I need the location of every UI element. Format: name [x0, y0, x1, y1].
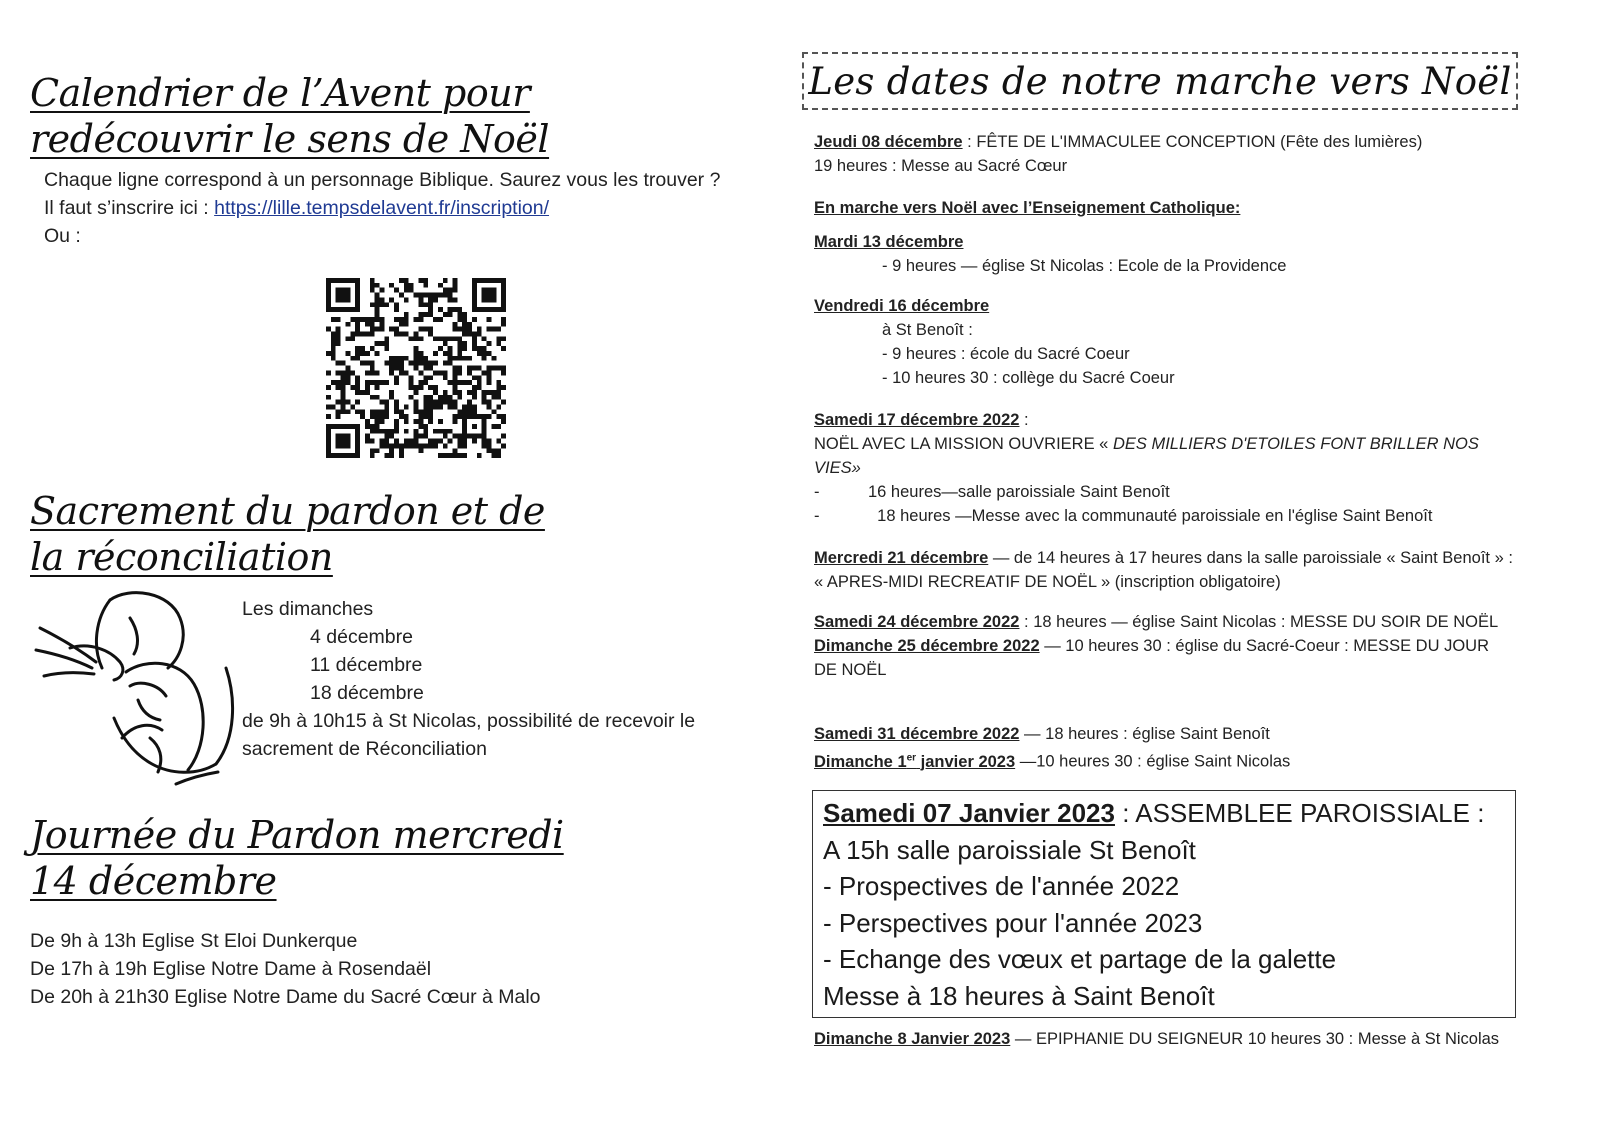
sacrement-text	[242, 595, 712, 763]
left-column	[30, 70, 750, 1008]
reconciliation-illustration	[30, 588, 240, 786]
pardon-line-2: De 17h à 19h Eglise Notre Dame à Rosendaël	[30, 958, 432, 980]
event-noel: Samedi 24 décembre 2022 : 18 heures — église Saint Nicolas : MESSE DU SOIR DE NOËL Dimanche 25 décembre 2022 — 10 heures 30 : église du Sacré-Coeur : MESSE DU JOUR DE NOËL	[814, 613, 1499, 679]
event-date: Mardi 13 décembre	[814, 233, 964, 251]
advent-title: Calendrier de l’Avent pour redécouvrir le sens de Noël	[30, 71, 550, 161]
sacrement-date-3: 18 décembre	[310, 682, 424, 704]
event-vendredi-16: Vendredi 16 décembre à St Benoît : - 9 heures : école du Sacré Coeur - 10 heures 30 : collège du Sacré Coeur	[814, 294, 1514, 390]
advent-line2: Il faut s’inscrire ici : https://lille.tempsdelavent.fr/inscription/	[44, 197, 550, 219]
advent-text	[44, 166, 750, 250]
event-samedi-17: Samedi 17 décembre 2022 : NOËL AVEC LA MISSION OUVRIERE « DES MILLIERS D'ETOILES FONT BRILLER NOS VIES» - 16 heures—salle paroissiale Saint Benoît - 18 heures —Messe avec la communauté paroissiale en l'église Saint Benoît	[814, 411, 1479, 525]
event-date: Jeudi 08 décembre	[814, 133, 963, 151]
schedule-banner	[802, 52, 1518, 110]
event-date: Dimanche 25 décembre 2022	[814, 637, 1040, 655]
advent-line3: Ou :	[44, 225, 81, 247]
inscription-link[interactable]: https://lille.tempsdelavent.fr/inscription/	[214, 197, 550, 219]
assemblee-line-5: Messe à 18 heures à Saint Benoît	[823, 980, 1215, 1011]
ec-heading: En marche vers Noël avec l’Enseignement Catholique:	[814, 199, 1241, 217]
pardon-line-1: De 9h à 13h Eglise St Eloi Dunkerque	[30, 930, 358, 952]
event-date: Mercredi 21 décembre	[814, 549, 989, 567]
pardon-lines	[30, 927, 541, 1011]
assemblee-date: Samedi 07 Janvier 2023	[823, 798, 1115, 828]
assemblee-line-2: - Prospectives de l'année 2022	[823, 871, 1180, 901]
pardon-title: Journée du Pardon mercredi 14 décembre	[30, 813, 564, 903]
pardon-line-3: De 20h à 21h30 Eglise Notre Dame du Sacré Cœur à Malo	[30, 986, 541, 1008]
banner-title: Les dates de notre marche vers Noël	[808, 59, 1512, 103]
qr-modules	[326, 278, 506, 458]
event-mercredi-21: Mercredi 21 décembre — de 14 heures à 17 heures dans la salle paroissiale « Saint Benoît » : « APRES-MIDI RECREATIF DE NOËL » (inscription obligatoire)	[814, 549, 1513, 591]
event-epiphanie: Dimanche 8 Janvier 2023 — EPIPHANIE DU SEIGNEUR 10 heures 30 : Messe à St Nicolas	[814, 1030, 1500, 1048]
assemblee-line-4: - Echange des vœux et partage de la galette	[823, 944, 1337, 974]
sacrement-intro: Les dimanches	[242, 598, 374, 620]
assemblee-line-1: A 15h salle paroissiale St Benoît	[823, 834, 1196, 865]
event-date: Samedi 31 décembre 2022	[814, 725, 1020, 743]
event-date: Dimanche 1er janvier 2023	[814, 752, 1016, 771]
event-mardi-13: Mardi 13 décembre - 9 heures — église St Nicolas : Ecole de la Providence	[814, 230, 1514, 278]
qr-code	[326, 278, 506, 458]
sacrement-title: Sacrement du pardon et de la réconciliation	[30, 489, 545, 579]
sacrement-date-2: 11 décembre	[310, 654, 423, 676]
assemblee-line-3: - Perspectives pour l'année 2023	[823, 907, 1203, 938]
assemblee-box: Samedi 07 Janvier 2023 : ASSEMBLEE PAROISSIALE : A 15h salle paroissiale St Benoît - Prospectives de l'année 2022 - Perspectives pour l'année 2023 - Echange des vœux et partage de la galette Messe à 18 heures à Saint Benoît	[812, 790, 1516, 1018]
event-date: Samedi 17 décembre 2022	[814, 411, 1020, 429]
event-immaculee: Jeudi 08 décembre : FÊTE DE L'IMMACULEE CONCEPTION (Fête des lumières) 19 heures : Messe au Sacré Cœur	[814, 133, 1423, 175]
event-date: Vendredi 16 décembre	[814, 297, 990, 315]
sacrement-date-1: 4 décembre	[310, 626, 413, 648]
event-date: Samedi 24 décembre 2022	[814, 613, 1020, 631]
event-date: Dimanche 8 Janvier 2023	[814, 1030, 1011, 1048]
event-nouvel-an: Samedi 31 décembre 2022 — 18 heures : église Saint Benoît Dimanche 1er janvier 2023 —10 heures 30 : église Saint Nicolas	[814, 725, 1291, 771]
advent-line1: Chaque ligne correspond à un personnage Biblique. Saurez vous les trouver ?	[44, 169, 721, 191]
sacrement-detail: de 9h à 10h15 à St Nicolas, possibilité de recevoir le sacrement de Réconciliation	[242, 710, 696, 760]
